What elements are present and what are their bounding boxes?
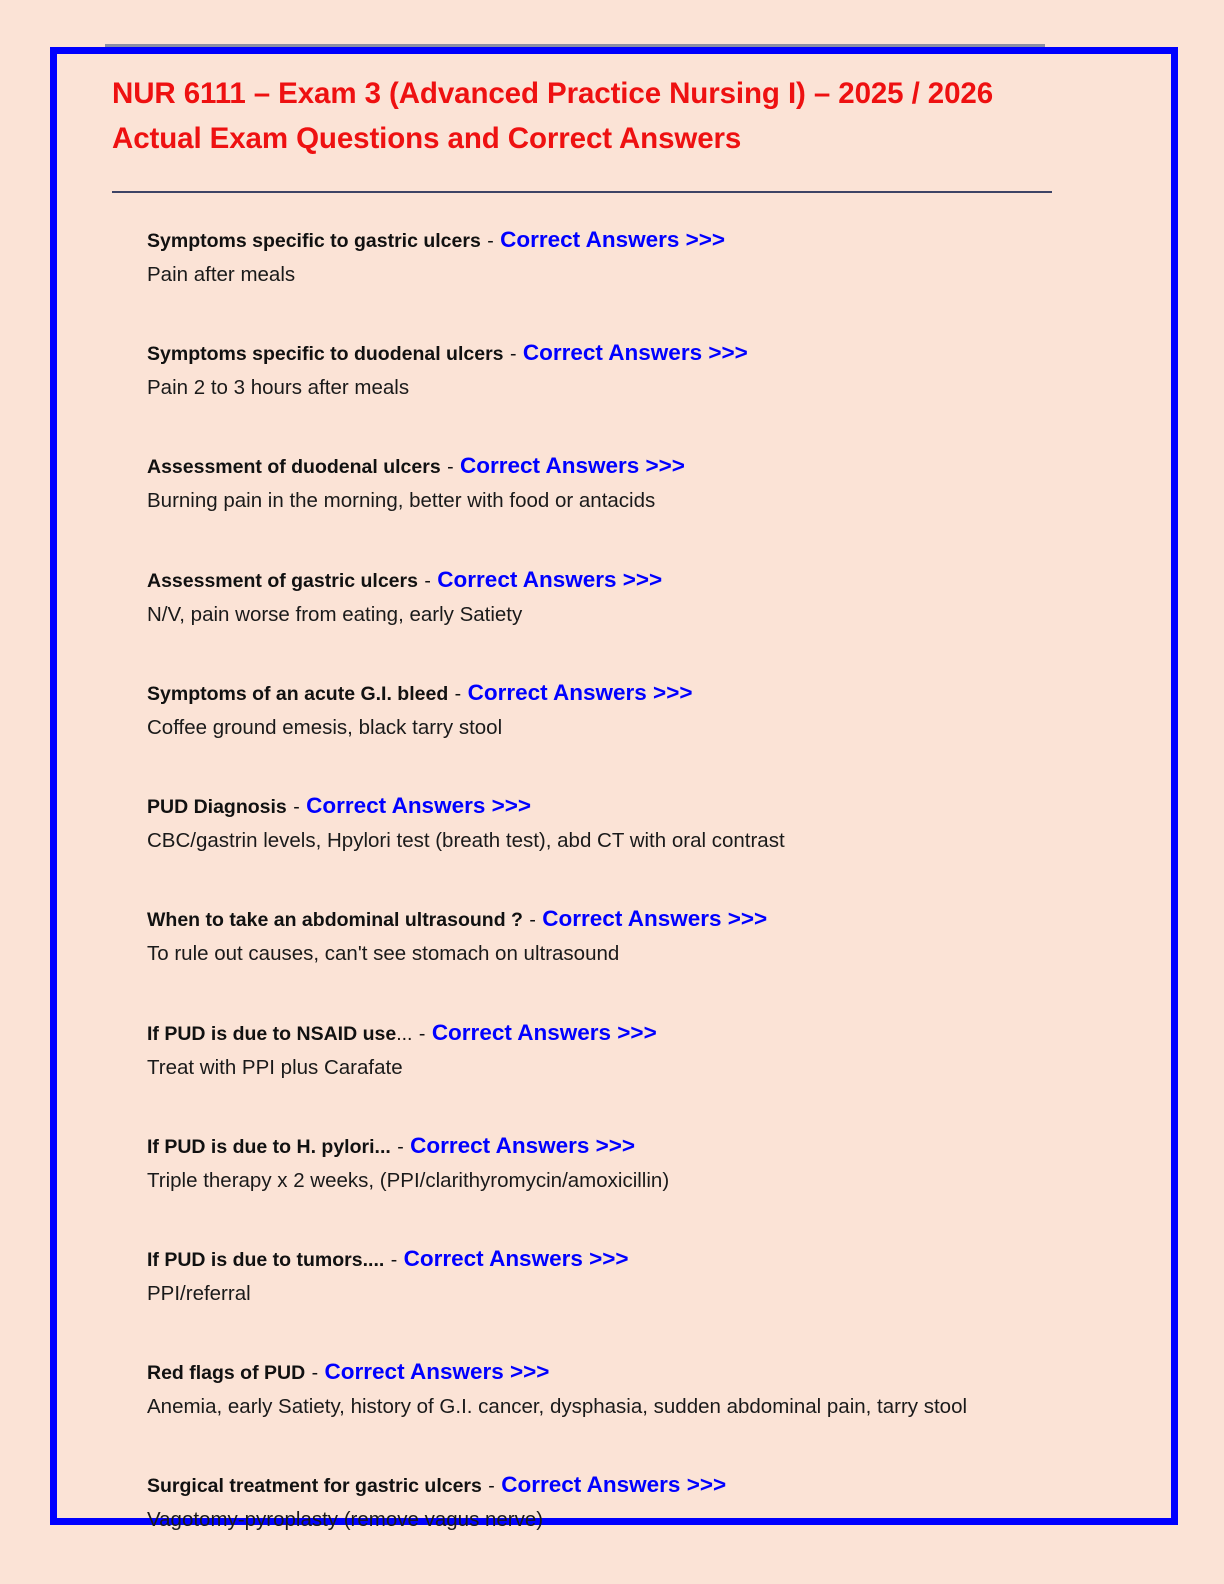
qa-answer: Burning pain in the morning, better with food or antacids — [147, 489, 656, 513]
qa-question — [147, 224, 1147, 255]
qa-answer: Pain after meals — [147, 263, 296, 287]
correct-answers-marker: Correct Answers >>> — [437, 566, 663, 592]
qa-answer: PPI/referral — [147, 1282, 251, 1306]
qa-question-text: Symptoms specific to gastric ulcers — [147, 230, 481, 252]
title-block — [112, 72, 1052, 162]
correct-answers-marker: Correct Answers >>> — [460, 453, 685, 479]
qa-block — [147, 337, 1147, 402]
qa-answer: To rule out causes, can't see stomach on ultrasound — [147, 942, 620, 966]
qa-separator: - — [418, 1022, 426, 1045]
qa-question-text: If PUD is due to H. pylori — [147, 1135, 375, 1158]
qa-question — [147, 1469, 1147, 1500]
qa-answer: Vagotomy-pyroplasty (remove vagus nerve) — [147, 1508, 544, 1532]
correct-answers-marker: Correct Answers >>> — [324, 1359, 550, 1385]
document-frame-border — [50, 47, 1178, 1532]
qa-question — [147, 1356, 1147, 1387]
correct-answers-marker: Correct Answers >>> — [431, 1019, 657, 1045]
page-title: NUR 6111 – Exam 3 (Advanced Practice Nursing I) – 2025 / 2026 Actual Exam Questions and Correct Answers — [112, 77, 994, 155]
qa-answer: Treat with PPI plus Carafate — [147, 1055, 403, 1079]
qa-separator: - — [397, 1135, 404, 1158]
qa-answer: Triple therapy x 2 weeks, (PPI/clarithyromycin/amoxicillin) — [147, 1168, 670, 1192]
qa-answer: N/V, pain worse from eating, early Satiety — [147, 602, 523, 626]
qa-separator: - — [454, 682, 462, 705]
correct-answers-marker: Correct Answers >>> — [410, 1132, 636, 1158]
qa-answer: Anemia, early Satiety, history of G.I. cancer, dysphasia, sudden abdominal pain, tarry stool — [147, 1395, 968, 1419]
qa-separator: - — [509, 343, 517, 366]
qa-separator: - — [390, 1248, 398, 1271]
qa-block — [147, 1243, 1147, 1308]
qa-block — [147, 1469, 1147, 1534]
qa-separator: - — [487, 230, 494, 252]
qa-question — [147, 1243, 1147, 1274]
qa-block — [147, 903, 1147, 968]
correct-answers-marker: Correct Answers >>> — [306, 793, 532, 819]
qa-block — [147, 1130, 1147, 1195]
qa-separator: - — [529, 909, 536, 932]
qa-question-text: Symptoms of an acute G.I. bleed — [147, 682, 449, 705]
qa-question-text: Assessment of duodenal ulcers — [147, 456, 441, 479]
qa-answer: Coffee ground emesis, black tarry stool — [147, 715, 503, 739]
qa-separator: - — [424, 569, 431, 592]
qa-question-ellipsis: .... — [362, 1248, 385, 1271]
qa-question — [147, 677, 1147, 708]
qa-answer: Pain 2 to 3 hours after meals — [147, 376, 410, 400]
qa-block — [147, 790, 1147, 855]
qa-block — [147, 1356, 1147, 1421]
qa-question-text: If PUD is due to tumors — [147, 1248, 363, 1271]
qa-question-ellipsis: ... — [374, 1135, 391, 1158]
qa-question — [147, 1017, 1147, 1048]
qa-block — [147, 1017, 1147, 1082]
qa-question — [147, 790, 1147, 821]
qa-block — [147, 224, 1147, 289]
qa-question — [147, 1130, 1147, 1161]
qa-answer: CBC/gastrin levels, Hpylori test (breath test), abd CT with oral contrast — [147, 829, 785, 853]
qa-separator: - — [311, 1362, 319, 1385]
correct-answers-marker: Correct Answers >>> — [467, 679, 693, 705]
qa-block — [147, 450, 1147, 515]
correct-answers-marker: Correct Answers >>> — [500, 227, 726, 252]
qa-separator: - — [488, 1475, 495, 1498]
qa-question-ellipsis: ... — [396, 1022, 413, 1045]
qa-question-text: If PUD is due to NSAID use — [147, 1022, 397, 1045]
qa-question-text: Symptoms specific to duodenal ulcers — [147, 343, 504, 366]
qa-question — [147, 564, 1147, 595]
title-divider-rule — [112, 191, 1052, 193]
qa-block — [147, 677, 1147, 742]
qa-separator: - — [447, 456, 454, 479]
qa-block — [147, 564, 1147, 629]
correct-answers-marker: Correct Answers >>> — [522, 340, 748, 366]
qa-question-text: Assessment of gastric ulcers — [147, 569, 418, 592]
correct-answers-marker: Correct Answers >>> — [501, 1472, 727, 1498]
qa-list — [147, 224, 1147, 1583]
qa-question-text: Red flags of PUD — [147, 1362, 306, 1385]
qa-question — [147, 450, 1147, 481]
qa-question-text: PUD Diagnosis — [147, 796, 287, 819]
qa-separator: - — [293, 796, 300, 819]
qa-question-text: When to take an abdominal ultrasound ? — [147, 909, 523, 932]
qa-question — [147, 903, 1147, 934]
document-inner-content — [57, 54, 1171, 1532]
qa-question — [147, 337, 1147, 368]
correct-answers-marker: Correct Answers >>> — [542, 906, 768, 932]
qa-question-text: Surgical treatment for gastric ulcers — [147, 1475, 482, 1498]
correct-answers-marker: Correct Answers >>> — [403, 1245, 629, 1271]
